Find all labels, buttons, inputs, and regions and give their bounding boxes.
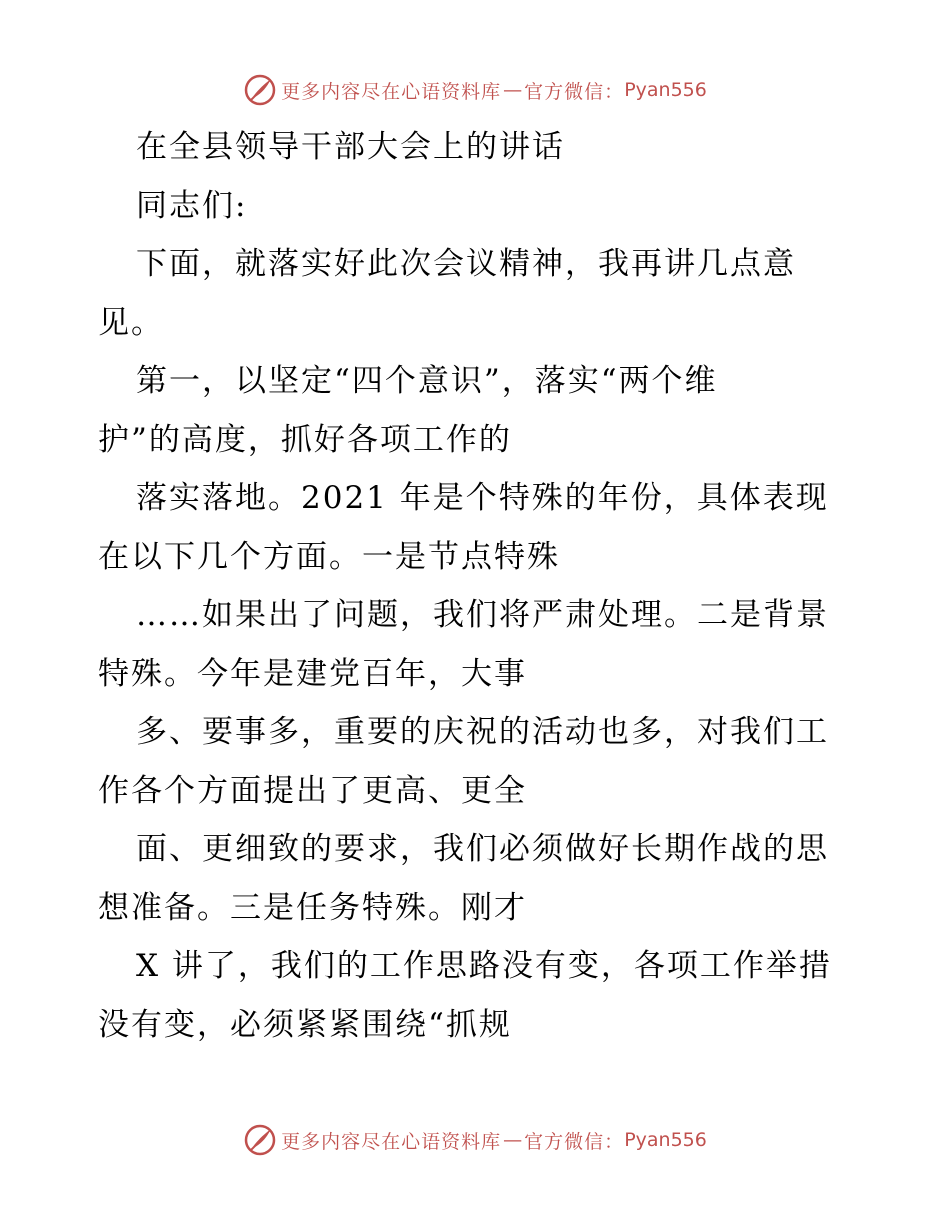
text-line: 面、更细致的要求，我们必须做好长期作战的思 [136, 831, 829, 867]
watermark-separator: — [503, 1129, 523, 1151]
text-line: 作各个方面提出了更高、更全 [98, 772, 527, 809]
text-line: 落实落地。2021 年是个特殊的年份，具体表现 [136, 480, 829, 516]
text-line: 没有变，必须紧紧围绕“抓规 [98, 1006, 512, 1043]
text-line: 第一，以坚定“四个意识”，落实“两个维 [136, 363, 718, 399]
feather-quill-logo-icon [243, 73, 277, 107]
text-line: 在以下几个方面。一是节点特殊 [98, 538, 560, 575]
document-body [98, 118, 868, 1054]
watermark-wechat-id: Pyan556 [624, 79, 707, 101]
text-line: 下面，就落实好此次会议精神，我再讲几点意 [136, 246, 796, 282]
text-line: ……如果出了问题，我们将严肃处理。二是背景 [136, 597, 829, 633]
watermark-brand-text: 更多内容尽在心语资料库 [281, 1130, 502, 1153]
watermark-brand-text: 更多内容尽在心语资料库 [281, 80, 502, 103]
document-title: 在全县领导干部大会上的讲话 [136, 129, 565, 165]
text-line: 想准备。三是任务特殊。刚才 [98, 889, 527, 926]
watermark-wechat-label: 官方微信： [524, 1130, 625, 1153]
text-line: 护”的高度，抓好各项工作的 [98, 421, 512, 458]
text-line: 多、要事多，重要的庆祝的活动也多，对我们工 [136, 714, 829, 750]
text-line: 特殊。今年是建党百年，大事 [98, 655, 527, 692]
watermark-separator: — [503, 79, 523, 101]
watermark-wechat-id: Pyan556 [624, 1129, 707, 1151]
text-line: 见。 [98, 304, 164, 341]
salutation: 同志们: [136, 187, 248, 224]
footer-watermark [0, 1120, 950, 1160]
header-watermark [0, 70, 950, 110]
watermark-wechat-label: 官方微信： [524, 80, 625, 103]
text-line: X 讲了，我们的工作思路没有变，各项工作举措 [136, 948, 832, 984]
feather-quill-logo-icon [243, 1123, 277, 1157]
